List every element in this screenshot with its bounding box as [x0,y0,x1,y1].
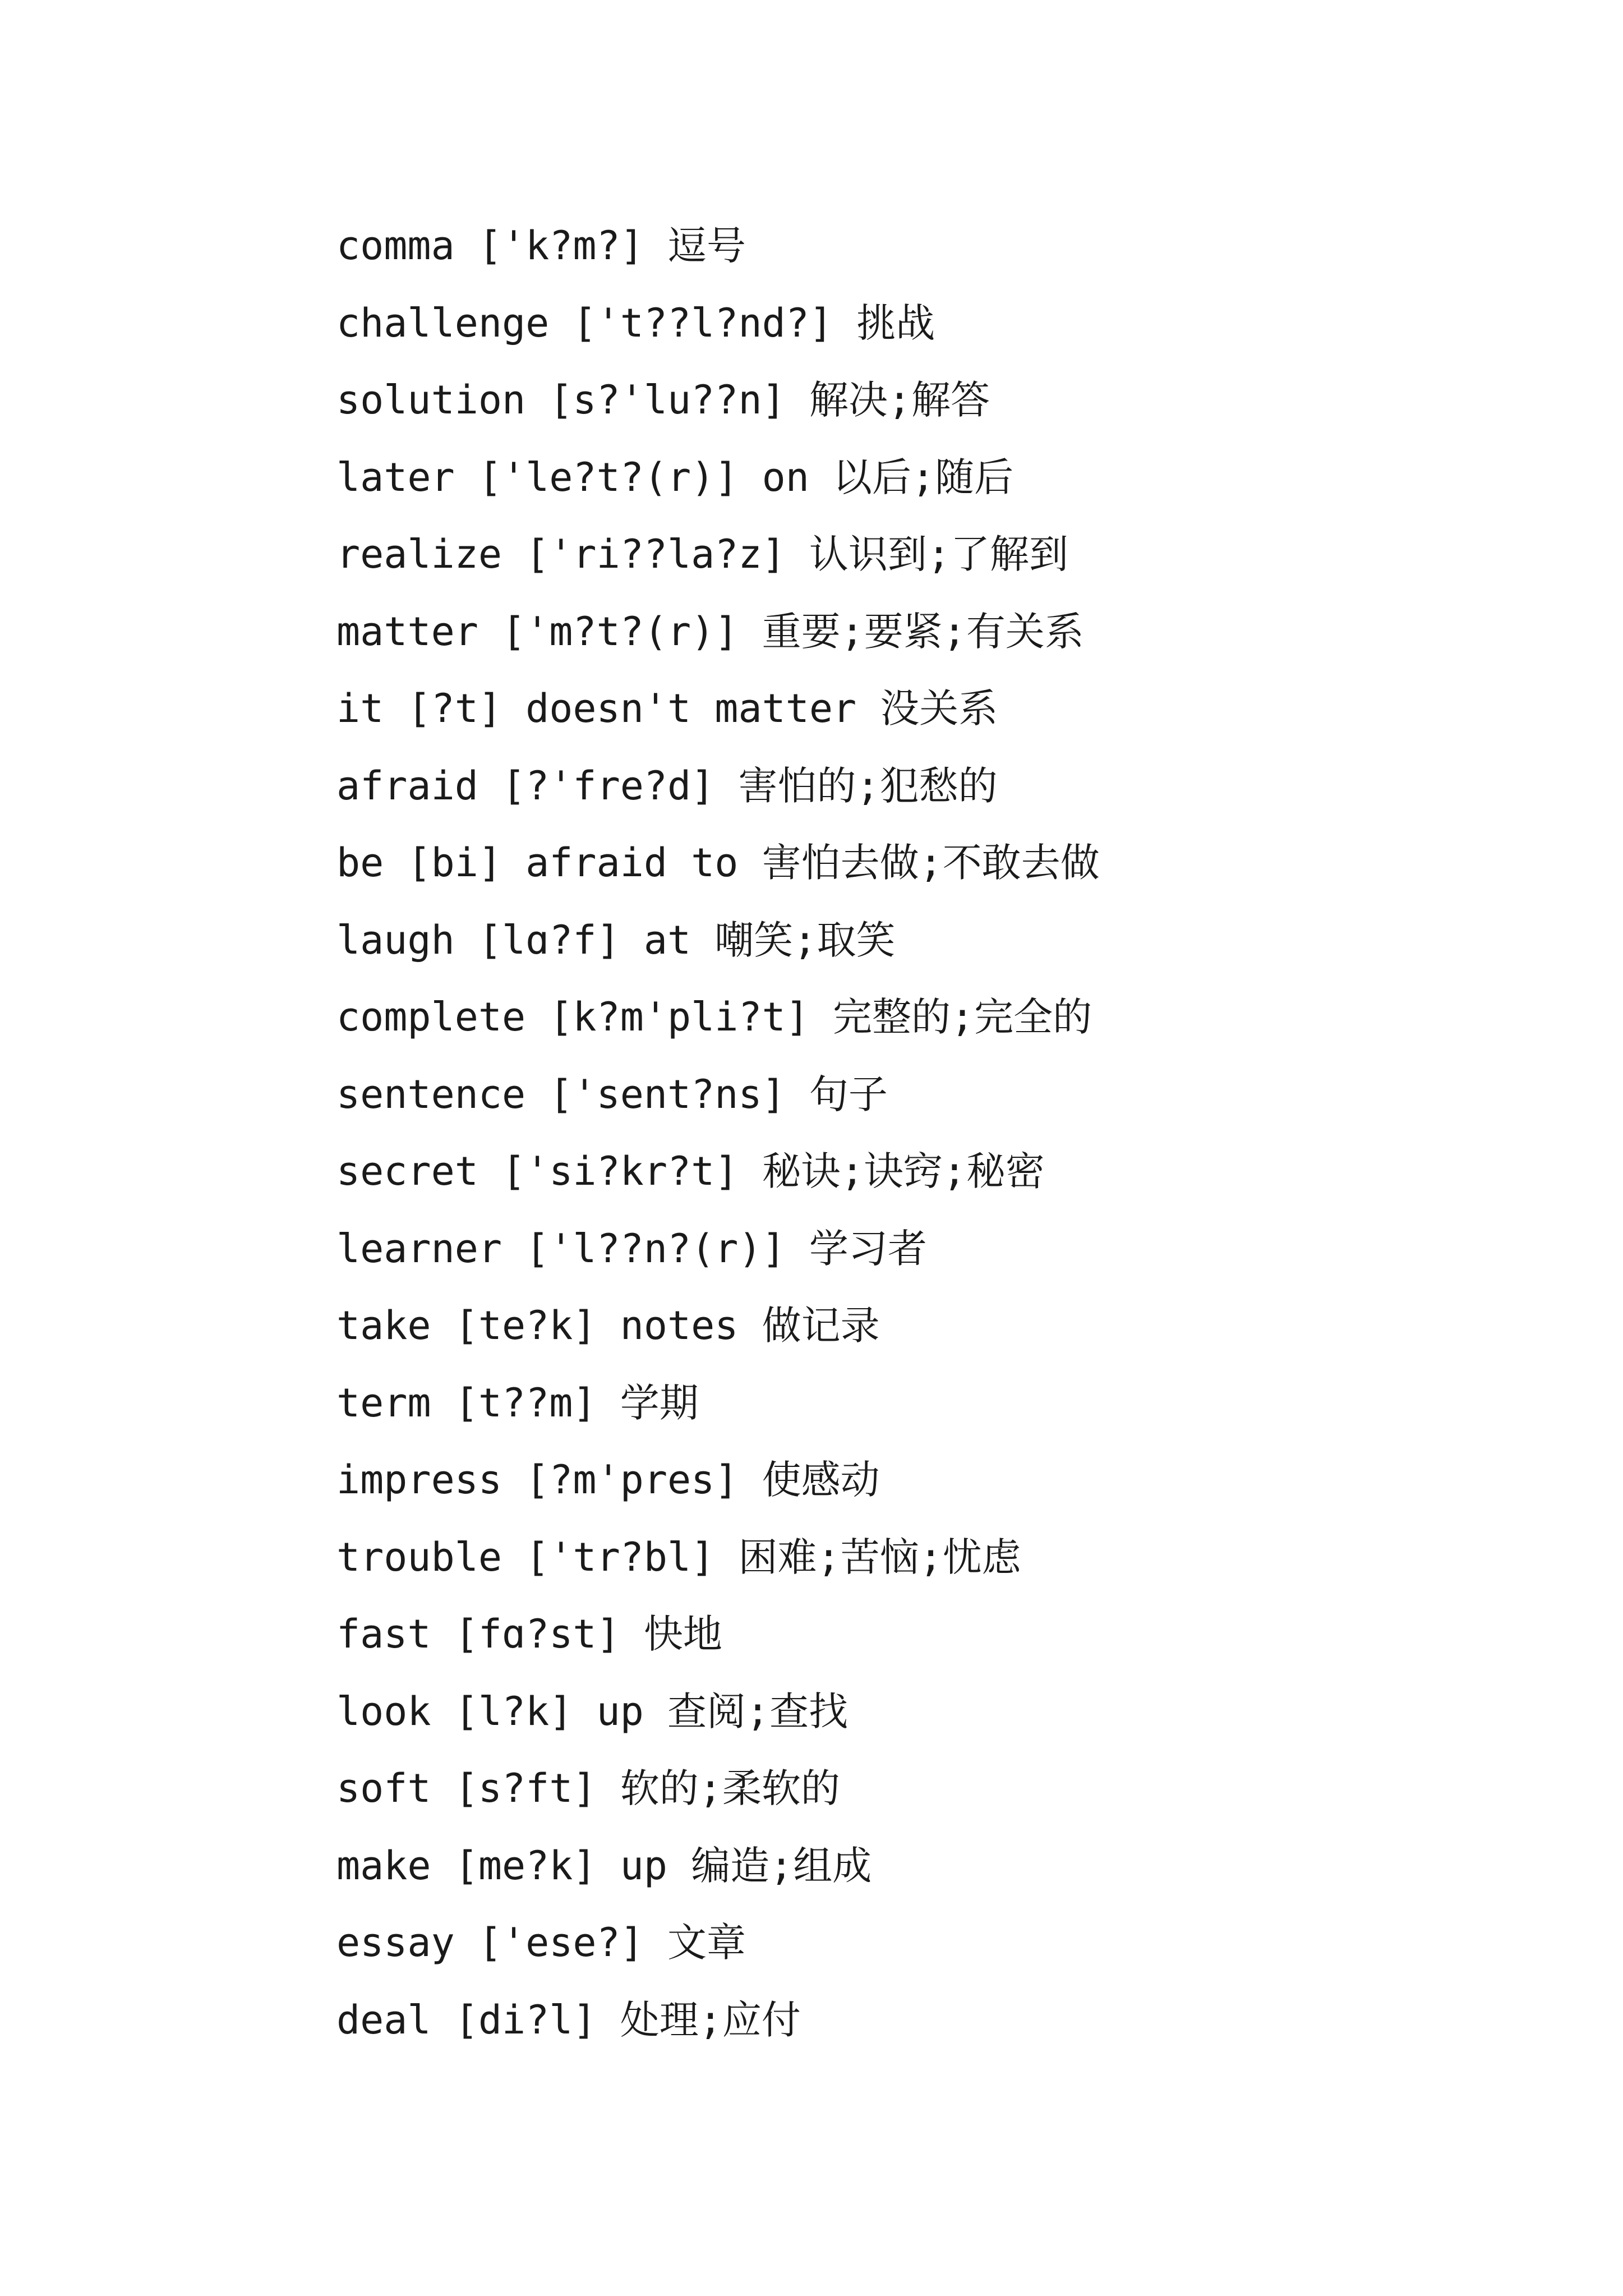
vocab-entry: soft [s?ft] 软的;柔软的 [336,1765,840,1811]
vocab-entry: it [?t] doesn't matter 没关系 [336,685,998,731]
vocab-entry: afraid [?'fre?d] 害怕的;犯愁的 [336,762,998,809]
vocab-entry: impress [?m'pres] 使感动 [336,1457,880,1503]
vocab-entry: realize ['ri??la?z] 认识到;了解到 [336,531,1069,577]
vocab-entry: trouble ['tr?bl] 困难;苦恼;忧虑 [336,1534,1021,1580]
vocab-entry: later ['le?t?(r)] on 以后;随后 [336,454,1014,500]
vocab-entry: term [t??m] 学期 [336,1379,699,1426]
vocab-entry: secret ['si?kr?t] 秘诀;诀窍;秘密 [336,1148,1045,1194]
vocab-entry: laugh [lɑ?f] at 嘲笑;取笑 [336,917,896,963]
vocab-entry: deal [di?l] 处理;应付 [336,1996,801,2043]
vocab-entry: learner ['l??n?(r)] 学习者 [336,1225,927,1272]
vocab-entry: essay ['ese?] 文章 [336,1920,746,1966]
vocabulary-list [336,208,1100,2059]
vocab-entry: look [l?k] up 查阅;查找 [336,1688,849,1734]
vocab-entry: challenge ['t??l?nd?] 挑战 [336,300,935,346]
vocab-entry: sentence ['sent?ns] 句子 [336,1071,888,1117]
vocab-entry: make [me?k] up 编造;组成 [336,1842,872,1889]
vocab-entry: fast [fɑ?st] 快地 [336,1611,722,1657]
vocab-entry: comma ['k?m?] 逗号 [336,223,746,269]
vocab-entry: take [te?k] notes 做记录 [336,1303,880,1349]
vocab-entry: be [bi] afraid to 害怕去做;不敢去做 [336,840,1100,886]
vocab-entry: matter ['m?t?(r)] 重要;要紧;有关系 [336,608,1084,655]
vocab-entry: solution [s?'lu??n] 解决;解答 [336,377,990,423]
vocab-entry: complete [k?m'pli?t] 完整的;完全的 [336,994,1092,1040]
